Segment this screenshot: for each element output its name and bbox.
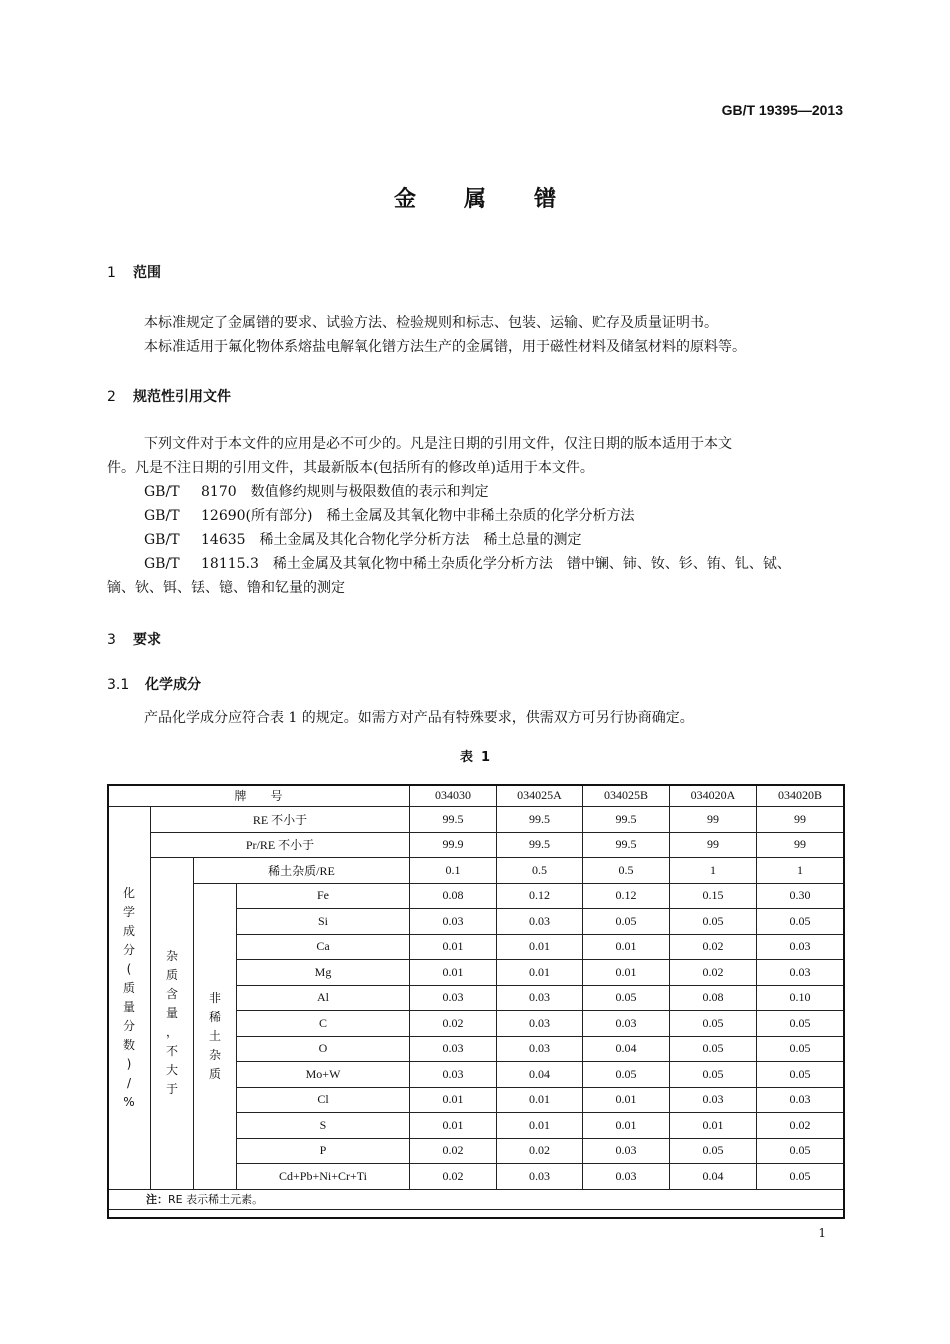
element-label-cell: Mo+W bbox=[237, 1062, 410, 1088]
value-cell: 0.12 bbox=[497, 883, 583, 909]
section-2-heading bbox=[107, 386, 231, 406]
value-cell: 0.03 bbox=[670, 1087, 757, 1113]
vertical-label-char: 质 bbox=[122, 980, 135, 995]
element-label-cell: Fe bbox=[237, 883, 410, 909]
table-caption bbox=[0, 746, 950, 765]
value-cell: 0.03 bbox=[497, 1164, 583, 1190]
section-1-heading bbox=[107, 262, 161, 282]
grade-header-cell: 034030 bbox=[410, 785, 497, 807]
element-label-cell: Ca bbox=[237, 934, 410, 960]
vertical-label-char: 化 bbox=[122, 885, 135, 900]
value-cell: 0.01 bbox=[410, 934, 497, 960]
value-cell: 0.05 bbox=[757, 1011, 844, 1037]
section-number: 3 bbox=[107, 632, 116, 648]
vertical-label-char: 含 bbox=[165, 987, 178, 1002]
vertical-label-char: ， bbox=[165, 1025, 178, 1040]
note-label: 注： bbox=[146, 1193, 168, 1206]
value-cell: 0.01 bbox=[497, 960, 583, 986]
value-cell: 99.5 bbox=[497, 807, 583, 833]
value-cell: 0.05 bbox=[757, 1138, 844, 1164]
element-label-cell: Cd+Pb+Ni+Cr+Ti bbox=[237, 1164, 410, 1190]
reference-prefix: GB/T bbox=[144, 484, 180, 500]
element-label-cell: Cl bbox=[237, 1087, 410, 1113]
vertical-label-char: 不 bbox=[165, 1044, 178, 1059]
impurity-label-cell bbox=[151, 858, 194, 1190]
reference-item bbox=[107, 552, 844, 576]
value-cell: 0.01 bbox=[583, 1113, 670, 1139]
value-cell: 0.05 bbox=[757, 1062, 844, 1088]
value-cell: 0.01 bbox=[410, 960, 497, 986]
row-label-cell: RE 不小于 bbox=[151, 807, 410, 833]
value-cell: 99.9 bbox=[410, 832, 497, 858]
value-cell: 0.5 bbox=[583, 858, 670, 884]
value-cell: 0.10 bbox=[757, 985, 844, 1011]
value-cell: 0.05 bbox=[757, 1164, 844, 1190]
value-cell: 0.02 bbox=[410, 1164, 497, 1190]
reference-text: 14635 稀土金属及其化合物化学分析方法 稀土总量的测定 bbox=[201, 532, 582, 548]
page-number: 1 bbox=[818, 1226, 826, 1240]
reference-item bbox=[107, 480, 844, 504]
value-cell: 0.05 bbox=[670, 909, 757, 935]
reference-text: 8170 数值修约规则与极限数值的表示和判定 bbox=[201, 484, 489, 500]
value-cell: 99.5 bbox=[497, 832, 583, 858]
value-cell: 0.01 bbox=[583, 1087, 670, 1113]
value-cell: 0.05 bbox=[670, 1062, 757, 1088]
composition-label-cell bbox=[108, 807, 151, 1190]
section-title: 范围 bbox=[133, 265, 161, 281]
value-cell: 0.02 bbox=[670, 960, 757, 986]
value-cell: 0.03 bbox=[497, 1036, 583, 1062]
vertical-label-char: 数 bbox=[122, 1037, 135, 1052]
value-cell: 99.5 bbox=[410, 807, 497, 833]
value-cell: 0.01 bbox=[583, 960, 670, 986]
element-label-cell: S bbox=[237, 1113, 410, 1139]
value-cell: 0.03 bbox=[497, 1011, 583, 1037]
vertical-label-char: ( bbox=[126, 961, 132, 976]
reference-prefix: GB/T bbox=[144, 532, 180, 548]
value-cell: 0.03 bbox=[757, 960, 844, 986]
grade-header-cell: 034025A bbox=[497, 785, 583, 807]
grade-header-cell: 034020B bbox=[757, 785, 844, 807]
section-title: 要求 bbox=[133, 632, 161, 648]
value-cell: 0.05 bbox=[757, 909, 844, 935]
row-label-cell: 稀土杂质/RE bbox=[194, 858, 410, 884]
value-cell: 0.01 bbox=[410, 1087, 497, 1113]
value-cell: 0.01 bbox=[410, 1113, 497, 1139]
value-cell: 0.03 bbox=[583, 1011, 670, 1037]
paragraph-line: 本标准适用于氟化物体系熔盐电解氧化镨方法生产的金属镨，用于磁性材料及储氢材料的原料等。 bbox=[144, 339, 746, 355]
value-cell: 0.15 bbox=[670, 883, 757, 909]
paragraph-line: 本标准规定了金属镨的要求、试验方法、检验规则和标志、包装、运输、贮存及质量证明书。 bbox=[144, 315, 718, 331]
value-cell: 0.03 bbox=[757, 1087, 844, 1113]
reference-item bbox=[107, 528, 844, 552]
value-cell: 0.05 bbox=[583, 1062, 670, 1088]
vertical-label-char: 量 bbox=[122, 999, 135, 1014]
value-cell: 0.30 bbox=[757, 883, 844, 909]
composition-table bbox=[107, 784, 844, 1210]
vertical-label-char: 质 bbox=[165, 968, 178, 983]
vertical-label-char: 于 bbox=[165, 1082, 178, 1097]
value-cell: 1 bbox=[757, 858, 844, 884]
value-cell: 0.05 bbox=[583, 909, 670, 935]
reference-prefix: GB/T bbox=[144, 508, 180, 524]
brand-header-cell: 牌 号 bbox=[108, 785, 410, 807]
vertical-label-char: 杂 bbox=[208, 1047, 221, 1062]
reference-continuation: 镝、钬、铒、铥、镱、镥和钇量的测定 bbox=[107, 580, 345, 596]
value-cell: 0.04 bbox=[497, 1062, 583, 1088]
section-3-heading bbox=[107, 629, 161, 649]
vertical-label-char: 土 bbox=[208, 1028, 221, 1043]
value-cell: 99 bbox=[670, 807, 757, 833]
value-cell: 0.05 bbox=[583, 985, 670, 1011]
table-header-row bbox=[108, 785, 844, 807]
vertical-label-char: 量 bbox=[165, 1006, 178, 1021]
vertical-label-char: 质 bbox=[208, 1066, 221, 1081]
standard-code: GB/T 19395—2013 bbox=[721, 102, 843, 118]
value-cell: 0.08 bbox=[410, 883, 497, 909]
table-row bbox=[108, 883, 844, 909]
element-label-cell: Si bbox=[237, 909, 410, 935]
value-cell: 99.5 bbox=[583, 807, 670, 833]
vertical-label-char: 成 bbox=[122, 923, 135, 938]
table-row bbox=[108, 807, 844, 833]
value-cell: 0.02 bbox=[497, 1138, 583, 1164]
value-cell: 0.04 bbox=[670, 1164, 757, 1190]
value-cell: 0.08 bbox=[670, 985, 757, 1011]
value-cell: 0.04 bbox=[583, 1036, 670, 1062]
element-label-cell: O bbox=[237, 1036, 410, 1062]
value-cell: 0.01 bbox=[670, 1113, 757, 1139]
vertical-label-char: 稀 bbox=[208, 1009, 221, 1024]
value-cell: 0.1 bbox=[410, 858, 497, 884]
section-1-body bbox=[107, 311, 844, 359]
table-caption-number: 1 bbox=[480, 750, 491, 765]
reference-text: 18115.3 稀土金属及其氧化物中稀土杂质化学分析方法 镨中镧、铈、钕、钐、铕、钆、铽、 bbox=[201, 556, 791, 572]
section-2-body bbox=[107, 432, 844, 600]
table-caption-label: 表 bbox=[459, 750, 473, 765]
paragraph-line: 下列文件对于本文件的应用是必不可少的。凡是注日期的引用文件，仅注日期的版本适用于本文 bbox=[144, 436, 732, 452]
vertical-label-char: % bbox=[123, 1094, 135, 1109]
document-title: 金属镨 bbox=[393, 187, 604, 212]
value-cell: 0.02 bbox=[410, 1138, 497, 1164]
table-note-cell bbox=[108, 1189, 844, 1209]
value-cell: 0.03 bbox=[583, 1164, 670, 1190]
row-label-cell: Pr/RE 不小于 bbox=[151, 832, 410, 858]
value-cell: 0.03 bbox=[410, 1062, 497, 1088]
section-title: 规范性引用文件 bbox=[133, 389, 231, 405]
vertical-label-char: 分 bbox=[122, 1018, 135, 1033]
section-3-1-body bbox=[107, 706, 844, 730]
paragraph-line: 产品化学成分应符合表 1 的规定。如需方对产品有特殊要求，供需双方可另行协商确定。 bbox=[144, 710, 694, 726]
vertical-label-char: 分 bbox=[122, 942, 135, 957]
value-cell: 99 bbox=[757, 807, 844, 833]
non-re-impurity-label-cell bbox=[194, 883, 237, 1189]
note-text: RE 表示稀土元素。 bbox=[168, 1193, 264, 1206]
reference-item bbox=[107, 504, 844, 528]
value-cell: 0.05 bbox=[670, 1011, 757, 1037]
value-cell: 99 bbox=[670, 832, 757, 858]
reference-prefix: GB/T bbox=[144, 556, 180, 572]
value-cell: 0.01 bbox=[497, 1113, 583, 1139]
element-label-cell: Al bbox=[237, 985, 410, 1011]
value-cell: 0.01 bbox=[497, 934, 583, 960]
value-cell: 0.02 bbox=[757, 1113, 844, 1139]
value-cell: 99 bbox=[757, 832, 844, 858]
value-cell: 0.03 bbox=[757, 934, 844, 960]
value-cell: 0.03 bbox=[410, 985, 497, 1011]
table-row bbox=[108, 858, 844, 884]
value-cell: 0.05 bbox=[757, 1036, 844, 1062]
value-cell: 0.05 bbox=[670, 1138, 757, 1164]
value-cell: 0.01 bbox=[583, 934, 670, 960]
value-cell: 0.05 bbox=[670, 1036, 757, 1062]
vertical-label-char: 非 bbox=[208, 990, 221, 1005]
value-cell: 1 bbox=[670, 858, 757, 884]
value-cell: 0.03 bbox=[583, 1138, 670, 1164]
value-cell: 99.5 bbox=[583, 832, 670, 858]
value-cell: 0.03 bbox=[410, 909, 497, 935]
vertical-label-char: 大 bbox=[165, 1063, 178, 1078]
value-cell: 0.03 bbox=[497, 985, 583, 1011]
section-title: 化学成分 bbox=[145, 677, 201, 693]
vertical-label-char: / bbox=[126, 1075, 132, 1090]
vertical-label-char: 杂 bbox=[165, 949, 178, 964]
section-number: 3.1 bbox=[107, 677, 130, 693]
grade-header-cell: 034020A bbox=[670, 785, 757, 807]
table-row bbox=[108, 832, 844, 858]
element-label-cell: C bbox=[237, 1011, 410, 1037]
value-cell: 0.5 bbox=[497, 858, 583, 884]
value-cell: 0.03 bbox=[410, 1036, 497, 1062]
value-cell: 0.02 bbox=[410, 1011, 497, 1037]
section-number: 2 bbox=[107, 389, 116, 405]
section-number: 1 bbox=[107, 265, 116, 281]
value-cell: 0.01 bbox=[497, 1087, 583, 1113]
vertical-label-char: ) bbox=[126, 1056, 132, 1071]
grade-header-cell: 034025B bbox=[583, 785, 670, 807]
value-cell: 0.02 bbox=[670, 934, 757, 960]
value-cell: 0.03 bbox=[497, 909, 583, 935]
paragraph-line: 件。凡是不注日期的引用文件，其最新版本(包括所有的修改单)适用于本文件。 bbox=[107, 460, 594, 476]
table-note-row bbox=[108, 1189, 844, 1209]
element-label-cell: P bbox=[237, 1138, 410, 1164]
value-cell: 0.12 bbox=[583, 883, 670, 909]
vertical-label-char: 学 bbox=[122, 904, 135, 919]
section-3-1-heading bbox=[107, 674, 201, 694]
reference-text: 12690(所有部分) 稀土金属及其氧化物中非稀土杂质的化学分析方法 bbox=[201, 508, 635, 524]
element-label-cell: Mg bbox=[237, 960, 410, 986]
